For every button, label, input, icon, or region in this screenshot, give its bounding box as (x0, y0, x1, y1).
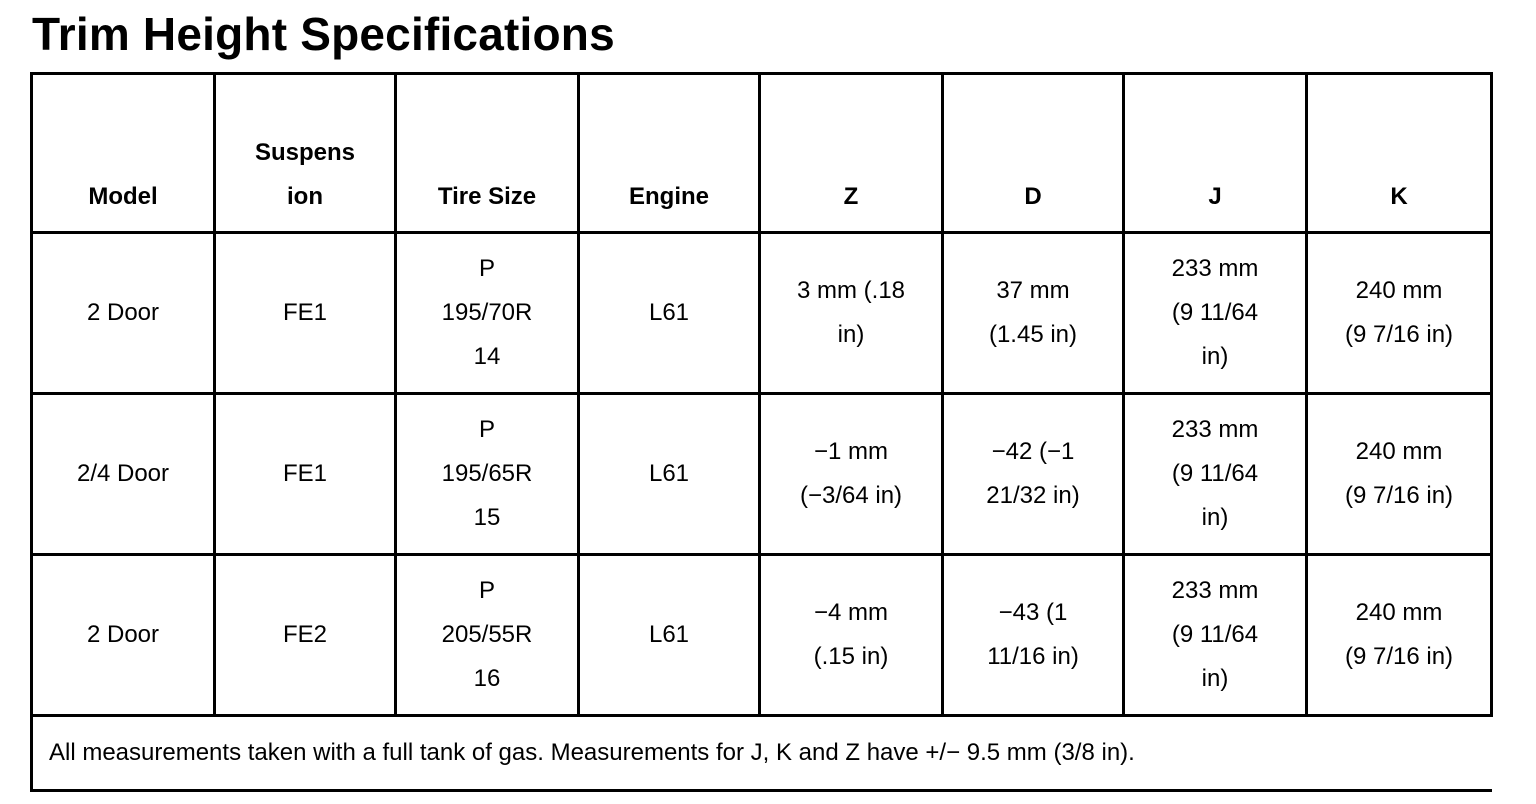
table-note-row (32, 716, 1492, 791)
cell-tire-size: P 205/55R 16 (396, 555, 579, 716)
cell-k: 240 mm (9 7/16 in) (1307, 233, 1492, 394)
cell-engine: L61 (579, 394, 760, 555)
cell-suspension: FE1 (215, 233, 396, 394)
cell-j: 233 mm (9 11/64 in) (1124, 233, 1307, 394)
cell-z: −4 mm (.15 in) (760, 555, 943, 716)
cell-tire-size: P 195/70R 14 (396, 233, 579, 394)
header-engine: Engine (579, 74, 760, 233)
table-row (32, 555, 1492, 716)
page-title: Trim Height Specifications (32, 8, 615, 60)
header-suspension: Suspens ion (215, 74, 396, 233)
cell-d: −42 (−1 21/32 in) (943, 394, 1124, 555)
cell-j: 233 mm (9 11/64 in) (1124, 394, 1307, 555)
cell-k: 240 mm (9 7/16 in) (1307, 555, 1492, 716)
cell-model: 2/4 Door (32, 394, 215, 555)
cell-suspension: FE2 (215, 555, 396, 716)
header-model: Model (32, 74, 215, 233)
table-row (32, 233, 1492, 394)
cell-model: 2 Door (32, 555, 215, 716)
cell-j: 233 mm (9 11/64 in) (1124, 555, 1307, 716)
cell-d: −43 (1 11/16 in) (943, 555, 1124, 716)
header-k: K (1307, 74, 1492, 233)
cell-z: 3 mm (.18 in) (760, 233, 943, 394)
cell-z: −1 mm (−3/64 in) (760, 394, 943, 555)
trim-height-table (30, 72, 1493, 792)
cell-model: 2 Door (32, 233, 215, 394)
cell-d: 37 mm (1.45 in) (943, 233, 1124, 394)
header-tire-size: Tire Size (396, 74, 579, 233)
header-z: Z (760, 74, 943, 233)
cell-tire-size: P 195/65R 15 (396, 394, 579, 555)
cell-suspension: FE1 (215, 394, 396, 555)
table-header-row (32, 74, 1492, 233)
header-d: D (943, 74, 1124, 233)
cell-engine: L61 (579, 555, 760, 716)
cell-k: 240 mm (9 7/16 in) (1307, 394, 1492, 555)
table-note: All measurements taken with a full tank of gas. Measurements for J, K and Z have +/− 9.5 mm (3/8 in). (32, 716, 1492, 791)
header-j: J (1124, 74, 1307, 233)
cell-engine: L61 (579, 233, 760, 394)
table-row (32, 394, 1492, 555)
